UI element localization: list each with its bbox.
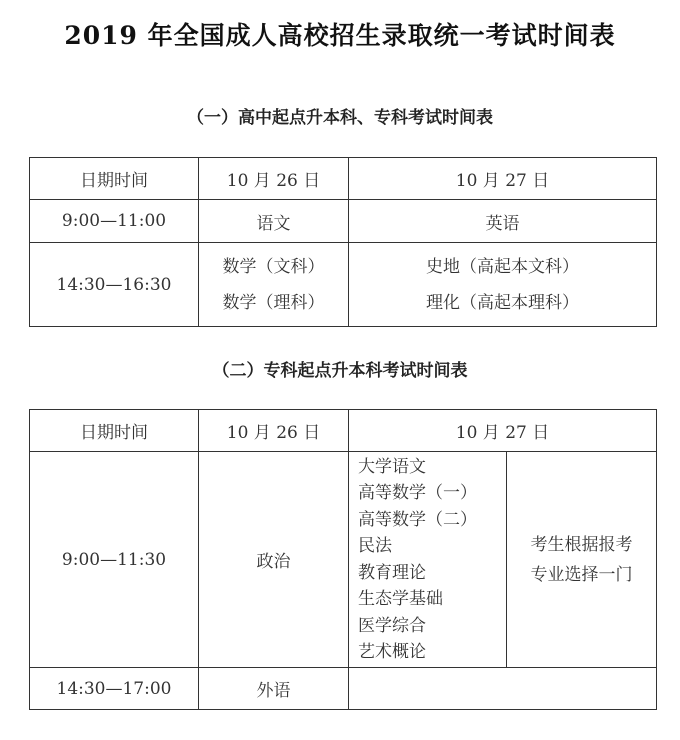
page-title: 2019 年全国成人高校招生录取统一考试时间表: [64, 21, 616, 50]
subject-cell: 语文: [199, 200, 349, 243]
note-line: 考生根据报考: [530, 534, 633, 555]
subject-item: 高等数学（一）: [358, 483, 477, 503]
subject-item: 教育理论: [358, 562, 426, 583]
subject-item: 理化（高起本理科）: [426, 292, 579, 313]
subject-item: 史地（高起本文科）: [426, 256, 579, 277]
header-cell-oct26: 10 月 26 日: [199, 410, 349, 452]
schedule-table-1: [29, 157, 657, 327]
time-cell: 9:00—11:00: [30, 200, 199, 243]
subject-item: 民法: [358, 536, 392, 556]
table-header-row: [30, 158, 657, 200]
header-cell-oct26: 10 月 26 日: [199, 158, 349, 200]
note-cell: [507, 452, 657, 668]
subject-cell: [349, 243, 657, 327]
note-line: 专业选择一门: [530, 564, 633, 585]
subject-item: 生态学基础: [358, 589, 443, 609]
subject-item: 数学（理科）: [222, 292, 325, 313]
schedule-table-2: [29, 409, 657, 710]
time-cell: 14:30—17:00: [30, 668, 199, 710]
subject-item: 医学综合: [358, 615, 426, 636]
empty-cell: [349, 668, 657, 710]
subject-item: 艺术概论: [358, 642, 426, 662]
table-row: [30, 200, 657, 243]
subject-item: 高等数学（二）: [358, 509, 477, 530]
time-cell: 14:30—16:30: [30, 243, 199, 327]
time-cell: 9:00—11:30: [30, 452, 199, 668]
subject-item: 数学（文科）: [222, 256, 325, 277]
table-header-row: [30, 410, 657, 452]
subject-item: 大学语文: [358, 456, 426, 477]
subject-cell: 英语: [349, 200, 657, 243]
subject-list-cell: [349, 452, 507, 668]
subject-cell: 外语: [199, 668, 349, 710]
table-row: [30, 243, 657, 327]
header-cell-date-time: 日期时间: [30, 158, 199, 200]
table-row: [30, 452, 657, 668]
subject-cell: [199, 243, 349, 327]
header-cell-oct27: 10 月 27 日: [349, 410, 657, 452]
header-cell-oct27: 10 月 27 日: [349, 158, 657, 200]
section1-heading: （一）高中起点升本科、专科考试时间表: [187, 108, 493, 128]
table-row: [30, 668, 657, 710]
section2-heading: （二）专科起点升本科考试时间表: [212, 361, 468, 381]
subject-cell: 政治: [199, 452, 349, 668]
header-cell-date-time: 日期时间: [30, 410, 199, 452]
